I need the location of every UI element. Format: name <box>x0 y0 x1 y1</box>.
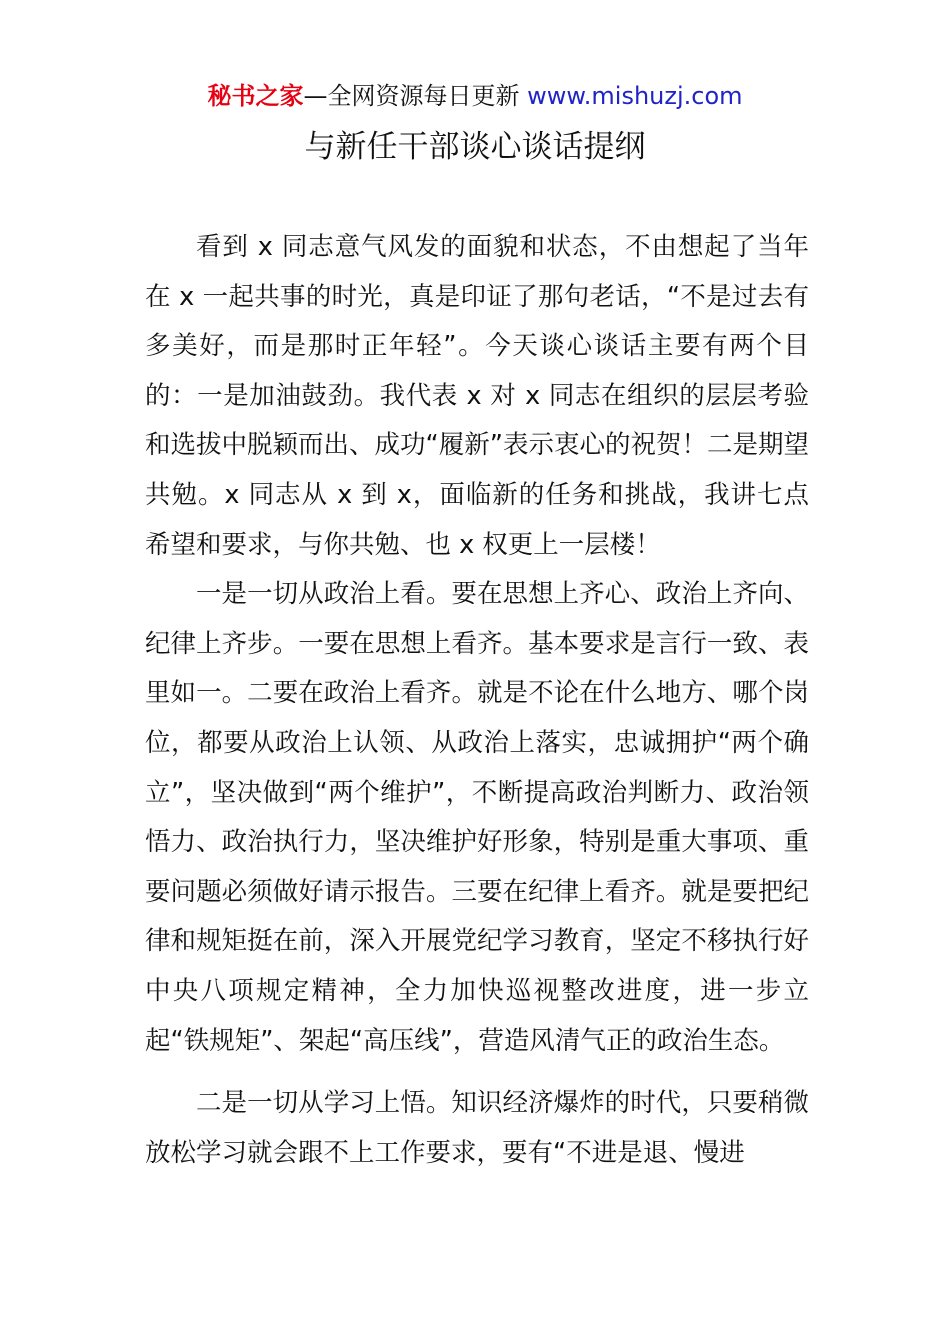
header-tagline: —全网资源每日更新 <box>303 82 520 110</box>
page-header <box>0 80 950 112</box>
paragraph-point-two: 二是一切从学习上悟。知识经济爆炸的时代，只要稍微放松学习就会跟不上工作要求，要有“不进是退、慢进 <box>145 1088 809 1168</box>
brand-name: 秘书之家 <box>207 82 304 110</box>
site-url-link[interactable]: www.mishuzj.com <box>527 82 743 110</box>
paragraph-intro: 看到 x 同志意气风发的面貌和状态，不由想起了当年在 x 一起共事的时光，真是印证了那句老话，“不是过去有多美好，而是那时正年轻”。今天谈心谈话主要有两个目的：一是加油鼓劲。我代表 x 对 x 同志在组织的层层考验和选拔中脱颖而出、成功“履新”表示衷心的祝贺！二是期望共勉。x 同志从 x 到 x，面临新的任务和挑战，我讲七点希望和要求，与你共勉、也 x 权更上一层楼！ <box>145 232 809 560</box>
paragraph-point-one: 一是一切从政治上看。要在思想上齐心、政治上齐向、纪律上齐步。一要在思想上看齐。基本要求是言行一致、表里如一。二要在政治上看齐。就是不论在什么地方、哪个岗位，都要从政治上认领、从政治上落实，忠诚拥护“两个确立”，坚决做到“两个维护”，不断提高政治判断力、政治领悟力、政治执行力，坚决维护好形象，特别是重大事项、重要问题必须做好请示报告。三要在纪律上看齐。就是要把纪律和规矩挺在前，深入开展党纪学习教育，坚定不移执行好中央八项规定精神，全力加快巡视整改进度，进一步立起“铁规矩”、架起“高压线”，营造风清气正的政治生态。 <box>145 579 809 1056</box>
document-body <box>145 223 809 1178</box>
document-title: 与新任干部谈心谈话提纲 <box>304 129 646 165</box>
